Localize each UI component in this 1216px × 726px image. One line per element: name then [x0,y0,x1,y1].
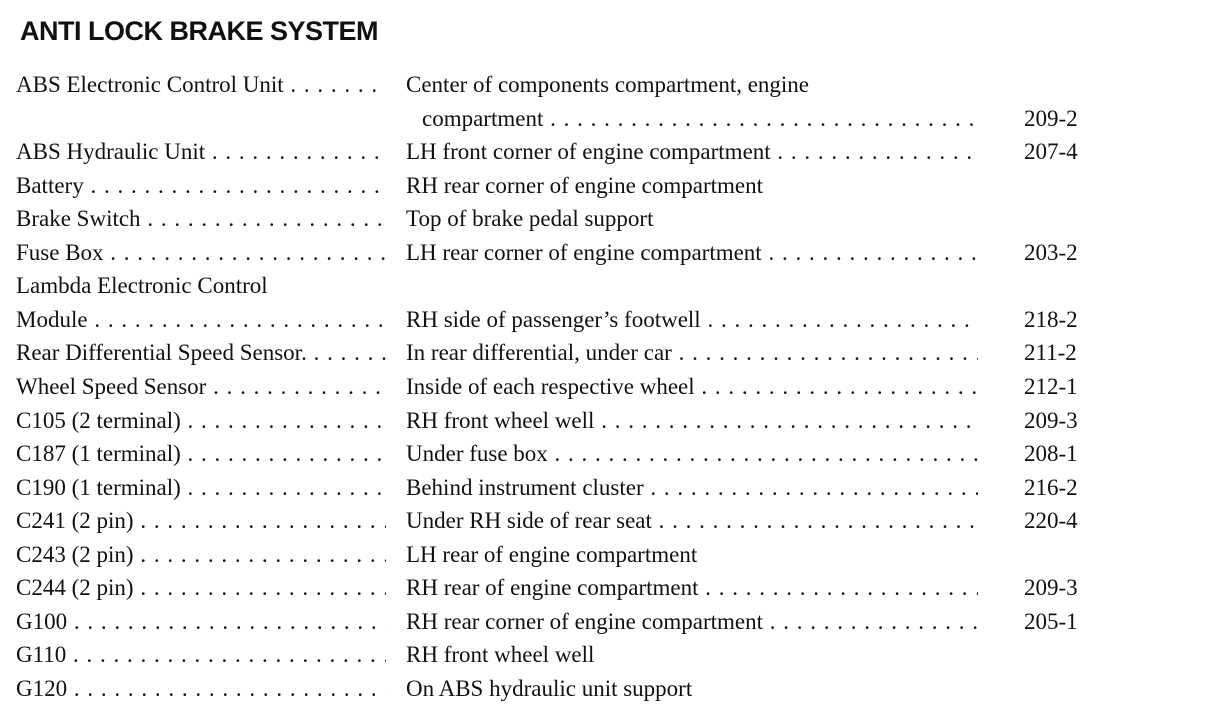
component-name: C187 (1 terminal) . . . [16,437,386,470]
list-item [0,638,1216,671]
list-item [0,404,1216,437]
component-name: G120 . . . [16,672,386,705]
location-text: compartment . . . [422,102,978,135]
list-item [0,336,1216,369]
list-item [0,471,1216,504]
list-item [0,437,1216,470]
page-reference: 216-2 [1024,474,1078,500]
location-text: Center of components compartment, engine [406,72,810,97]
component-name: G100 . . . [16,605,386,638]
page-reference: 218-2 [1024,306,1078,332]
component-name: Module . . . [16,303,386,336]
list-item [0,538,1216,571]
component-name: C105 (2 terminal) . . . [16,404,386,437]
location-text: Behind instrument cluster . . . [406,471,978,504]
component-name: ABS Hydraulic Unit . . . [16,135,386,168]
component-name: Rear Differential Speed Sensor. . . . [16,336,386,369]
component-name: Fuse Box . . . [16,236,386,269]
list-item [0,269,1216,302]
page-title: ANTI LOCK BRAKE SYSTEM [20,16,379,46]
component-name: G110 . . . [16,638,386,671]
page-reference: 212-1 [1024,373,1078,399]
location-text: Under fuse box . . . [406,437,978,470]
page-reference: 211-2 [1024,340,1077,366]
location-text: On ABS hydraulic unit support [406,675,693,701]
list-item [0,605,1216,638]
page-reference: 205-1 [1024,608,1078,634]
location-text: LH rear of engine compartment [406,541,698,567]
component-name: C190 (1 terminal) . . . [16,471,386,504]
component-name: C243 (2 pin) . . . [16,538,386,571]
component-name: C244 (2 pin) . . . [16,571,386,604]
page-reference: 209-3 [1024,575,1078,601]
list-item [0,202,1216,235]
list-item [0,303,1216,336]
location-text: Inside of each respective wheel . . . [406,370,978,403]
page-reference: 203-2 [1024,239,1078,265]
list-item [0,68,1216,101]
page-reference: 209-2 [1024,105,1078,131]
page-reference: 209-3 [1024,407,1078,433]
location-text: RH rear corner of engine compartment [406,172,763,198]
location-text: In rear differential, under car . . . [406,336,978,369]
list-item [0,571,1216,604]
component-name: Lambda Electronic Control [16,273,268,299]
list-item [0,169,1216,202]
component-name: C241 (2 pin) . . . [16,504,386,537]
page-reference: 208-1 [1024,441,1078,467]
location-text: Top of brake pedal support [406,206,654,232]
list-item [0,135,1216,168]
location-text: RH rear corner of engine compartment . . . [406,605,978,638]
component-name: Battery . . . [16,169,386,202]
location-text: RH rear of engine compartment . . . [406,571,978,604]
location-text: RH front wheel well . . . [406,404,978,437]
list-item [0,370,1216,403]
list-item [0,504,1216,537]
location-text: RH front wheel well [406,642,595,668]
component-name: Wheel Speed Sensor . . . [16,370,386,403]
list-item [0,102,1216,135]
location-text: LH front corner of engine compartment . . . [406,135,978,168]
component-name: ABS Electronic Control Unit . . . [16,68,386,101]
location-text: LH rear corner of engine compartment . . . [406,236,978,269]
location-text: RH side of passenger’s footwell . . . [406,303,978,336]
location-text: Under RH side of rear seat . . . [406,504,978,537]
page-reference: 207-4 [1024,139,1078,165]
page-reference: 220-4 [1024,508,1078,534]
component-name: Brake Switch . . . [16,202,386,235]
list-item [0,672,1216,705]
list-item [0,236,1216,269]
